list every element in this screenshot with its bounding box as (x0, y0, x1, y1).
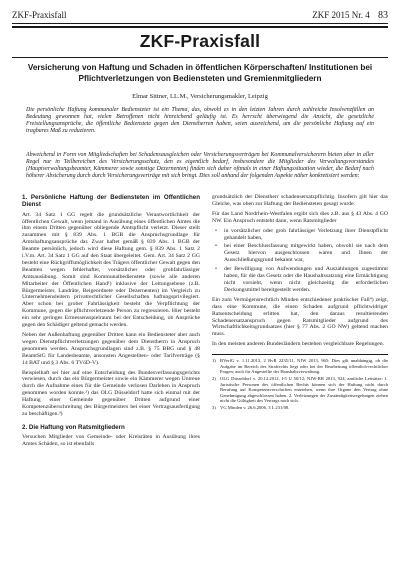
footnote-number: 3) (212, 404, 216, 410)
footnote-number: 2) (212, 375, 216, 381)
left-column (22, 194, 200, 560)
body-paragraph: Versuchen Mitglieder von Gemeinde- oder Kreisräten in Ausübung ihres Amtes Schäden, so ist ebenfalls (22, 434, 200, 448)
title-rule (12, 57, 388, 58)
header-rule (12, 23, 388, 24)
page-title: ZKF-Praxisfall (139, 31, 261, 51)
abstract-paragraph: Abweichend in Form von Mitgliedschaften bei Schadensausgleichen oder Versicherungsverträgen bei Kommunalversicherern bieten aber in aller Regel nur in Teilbereichen des Versicherungsschutz, den es eigentlich bedarf, insbesondere die Mitglieder des Verwaltungsvorstandes (Hauptverwaltungsbeamter, Kämmerer sowie sonstige Dezernenten) finden sich daher oftmals in einer Haftungssituation wieder, die Bedarf nach höherer Absicherung durch durch Versicherungsverträge mit sich bringt. Dies soll anhand der folgenden Aspekte näher konkretisiert werden: (26, 152, 374, 180)
footnote-text: OLG Düsseldorf v. 20.12.2012, I-5 U 50/12; NJW-RR 2013, 924, amtliche Leitsätze: 1. Juristische Personen des öffentlichen Rechts können sich der Haftung nicht durch Berufung auf Kompetenzvorschriften entziehen, wenn ihre Organe den Vertrag ohne Genehmigung abgeschlossen haben. 2. Verletzungen der Zuständigkeitsregelungen ziehen nicht die Gültigkeit des Vertrags nach sich. (220, 375, 388, 404)
bullet-list (212, 228, 388, 294)
footnotes (212, 354, 388, 410)
footnote-text: VG Minden v. 26.6.2006, 3 L 231/08. (220, 404, 290, 410)
footnote-number: 1) (212, 358, 216, 364)
intro-paragraph: Die persönliche Haftung kommunaler Bediensteter ist ein Thema, das, obwohl es in den letzten Jahren durch zahlreiche Insolvenzfällen an Bedeutung gewonnen hat, vielen Betroffenen nicht hinreichend geläufig ist. Es herrscht überwiegend die Ansicht, die gesetzliche Freistellungsansprüche, die öffentliche Bedienstete gegen den Dienstherren haben, seien ausreichend, um die persönliche Haftung auf ein tragbares Maß zu reduzieren. (26, 107, 374, 135)
body-paragraph: Art. 34 Satz 1 GG regelt die grundsätzliche Verantwortlichkeit der öffentlichen Gewalt, wenn jemand in Ausübung eines öffentlichen Amtes die ihm einem Dritten gegenüber obliegende Amtspflicht verletzt. Dieser stellt zusammen mit § 839 Abs. 1 BGB die Anspruchsgrundlage für Amtshaftungsansprüche dar. Zwar haftet gemäß § 839 Abs. 1 BGB der Beamte persönlich, jedoch wird diese Haftung gem. § 839 Abs. 1 Satz 2 i.V.m. Art. 34 Satz 1 GG auf den Staat übergeleitet. Gem. Art. 34 Satz 2 GG besteht eine Rückgriffsmöglichkeit des Trägers öffentlicher Gewalt gegen den Beamten wegen fehlerhafter, vorsätzlicher oder grobfahrlässiger Amtsausübung. Somit sind Kommunalbedienstete (sowie alle anderen Mitarbeiter der Öffentlichen Hand¹) inklusive der Leitungsebene (z.B. Bürgermeister, Landräte, Beigeordnete oder Dezernenten) im Vergleich zu Unternehmensleitern privatrechtlicher Gesellschaften haftungsprivilegiert. Aber schon bei grober Fahrlässigkeit besteht die Verpflichtung der Kommune, gegen die pflichtverletzende Person zu regressieren. Hier besteht ein sehr geringes Ermessensspielraum bei der Entscheidung, ob Ansprüche gegen den Schädiger geltend gemacht werden. (22, 211, 200, 329)
footnote (212, 405, 388, 411)
footnote (212, 376, 388, 404)
right-column (212, 194, 388, 560)
author-line: Elmar Sittner, LL.M., Versicherungsmakler, Leipzig (132, 93, 268, 100)
bullet-item: • in vorsätzlicher oder grob fahrlässiger Verletzung ihrer Dienstpflicht gehandelt haben, (224, 228, 388, 242)
page-number: 83 (378, 9, 388, 21)
body-paragraph: grundsätzlich der Dienstherr schadensersatzpflichtig. Insofern gilt hier das Gleiche, was oben zur Haftung der Bediensteten gesagt wurde. (212, 194, 388, 207)
body-paragraph: In den meisten anderen Bundesländern bestehen vergleichbare Regelungen. (212, 341, 385, 348)
body-paragraph: Ein zum Vermögensrechtlich Minden entschiedener praktischer Fall⁴) zeigt, dass eine Kommune, die einen Schaden aufgrund pflichtwidriger Ratsentscheidung erlitten hat, den daraus resultierenden Schadenersatzanspruch gegen Ratsmitglieder aufgrund des Wirtschaftlichkeitsgrundsatzes (hier § 77 Abs. 2 GO NW) geltend machen muss. (212, 296, 388, 338)
header-right (306, 10, 388, 21)
header-rule-thick (12, 26, 388, 28)
body-paragraph: Für das Land Nordrhein-Westfalen ergibt sich dies z.B. aus § 43 Abs. 4 GO NW. Ein Anspruch entsteht dann, wenn Ratsmitglieder (212, 210, 388, 224)
footnote (212, 358, 388, 375)
running-header (12, 8, 388, 22)
body-paragraph: Neben der Außenhaftung gegenüber Dritten kann ein Bediensteter aber auch wegen Dienstpflichtverletzungen gegenüber dem Dienstherrn in Anspruch genommen werden. Anspruchsgrundlagen sind z.B. § 75 BBG und § 48 BeamtStG für Landesbeamte, ansonsten Angestellten- oder Tarifverträge (§ 14 BAT und § 3 Abs. 6 TVöD-V). (22, 332, 200, 366)
header-journal: ZKF 2015 Nr. 4 (312, 9, 370, 20)
bullet-item: • bei einer Beschlussfassung mitgewirkt haben, obwohl sie nach dem Gesetz hiervon ausgeschlossen waren und Ihnen der Ausschließungsgrund bekannt war, (224, 243, 388, 264)
header-section: ZKF-Praxisfall (12, 10, 67, 20)
article-subtitle: Versicherung von Haftung und Schaden in öffentlichen Körperschaften/ Institutionen bei Pflichtverletzungen von Bediensteten und Gremienmitgliedern (27, 63, 373, 83)
bullet-item: • der Bewilligung von Aufwendungen und Auszahlungen zugestimmt haben, für die das Gesetz oder die Haushaltssatzung eine Ermächtigung nicht vorsieht, wenn nicht gleichzeitig die erforderlichen Deckungsmittel bereitgestellt werden. (224, 266, 388, 294)
footnote-text: BVerfG v. 1.11.2013, 2 BvR 2235/11, NJW 2013, 965: Dies gilt unabhängig, ob die Aufgabe im Bereich des Strafrechts liegt oder bei der Bearbeitung öffentlich-rechtlicher Fragen; auch für Angestellte der Haushaltsverwaltung. (220, 358, 388, 375)
section-heading-1: 1. Persönliche Haftung der Bediensteten im Öffentlichen Dienst (22, 194, 200, 209)
body-paragraph: Beispielhaft sei hier auf eine Entscheidung des Bundesverfassungsgerichts verwiesen, durch das ein Bürgermeister sowie ein Kämmerer wegen Untreue durch die Aufnahme eines für die Gemeinde verlosen Darlehen in Anspruch genommen worden konnte.²) das OLG Düsseldorf hatte sich einmal mit der Haftung einer Gemeinde gegenüber Dritten aufgrund einer Kompetenzüberschreitung des Bürgermeisters bei einer Vertragsausfertigung zu beschäftigen.³) (22, 369, 200, 417)
section-heading-2: 2. Die Haftung von Ratsmitgliedern (22, 423, 125, 431)
